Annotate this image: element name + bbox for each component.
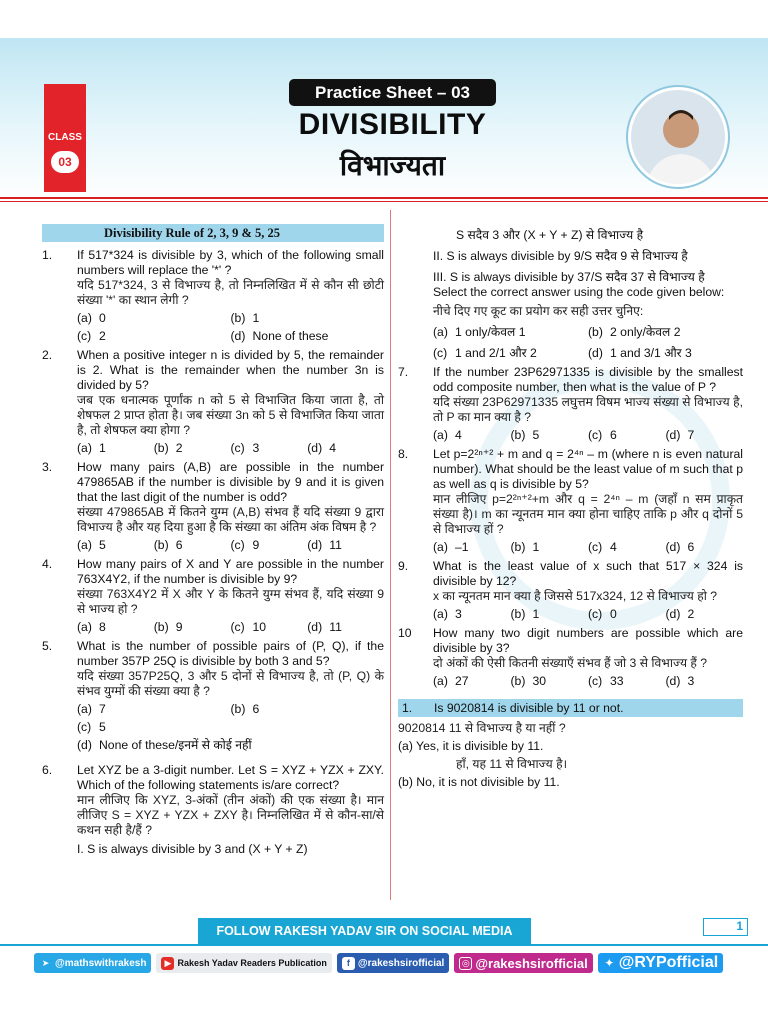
- question-10: 10 How many two digit numbers are possible which are divisible by 3? दो अंकों की ऐसी कितनी संख्याएँ संभव हैं जो 3 से विभाज्य हैं ? (a) 27 (b) 30 (c) 33 (d) 3: [398, 626, 743, 688]
- page-title-hindi: विभाज्यता: [339, 150, 446, 181]
- option: (a) 5: [77, 538, 106, 552]
- option: (c) 5: [77, 720, 106, 734]
- option: (a) 7: [77, 702, 106, 716]
- facebook-link[interactable]: f @rakeshsirofficial: [337, 953, 449, 973]
- option: (d) None of these: [230, 329, 329, 343]
- class-number: 03: [51, 151, 79, 173]
- instagram-link[interactable]: ◎ @rakeshsirofficial: [454, 953, 592, 973]
- youtube-icon: ▶: [161, 957, 174, 970]
- code-instruction: Select the correct answer using the code given below:: [433, 285, 725, 299]
- footer-divider: [0, 944, 768, 946]
- telegram-icon: ➤: [41, 957, 50, 968]
- option: (c) 1 and 2/1 और 2: [433, 346, 537, 360]
- statement-1-hindi: S सदैव 3 और (X + Y + Z) से विभाज्य है: [456, 228, 644, 242]
- option: (a) 1 only/केवल 1: [433, 325, 526, 339]
- option: (b) 6: [153, 538, 183, 552]
- twitter-icon: ✦: [604, 956, 615, 970]
- statement-2: II. S is always divisible by 9/S सदैव 9 से विभाज्य है: [433, 249, 688, 263]
- option: (a) 1: [77, 441, 106, 455]
- option: (b) 2 only/केवल 2: [588, 325, 681, 339]
- question-7: 7. If the number 23P62971335 is divisible by the smallest odd composite number, then what is the value of P ? यदि संख्या 23P62971335 लघुत्तम विषम भाज्य संख्या से विभाज्य है, तो P का मान क्या है ? (a) 4 (b) 5 (c) 6 (d) 7: [398, 365, 743, 442]
- option: (c) 9: [230, 538, 260, 552]
- option: (a) –1: [433, 540, 469, 554]
- option: (c) 0: [588, 607, 617, 621]
- option: (d) 6: [665, 540, 695, 554]
- column-divider: [390, 210, 391, 900]
- option: (b) 1: [510, 607, 540, 621]
- statement-1: I. S is always divisible by 3 and (X + Y + Z): [77, 842, 308, 856]
- option: (c) 4: [588, 540, 617, 554]
- option: (d) 2: [665, 607, 695, 621]
- option: (c) 10: [230, 620, 267, 634]
- facebook-icon: f: [342, 957, 355, 970]
- right-column: [398, 228, 743, 790]
- class-tab: [44, 84, 86, 192]
- instagram-icon: ◎: [459, 957, 472, 970]
- bottom-margin: [0, 978, 768, 1024]
- option: (b) 9: [153, 620, 183, 634]
- question-9: 9. What is the least value of x such that 517 × 324 is divisible by 12? x का न्यूनतम मान क्या है जिससे 517x324, 12 से विभाज्य हो ? (a) 3 (b) 1 (c) 0 (d) 2: [398, 559, 743, 621]
- option: (a) 4: [433, 428, 462, 442]
- option: (d) 4: [307, 441, 337, 455]
- telegram-link[interactable]: ➤ @mathswithrakesh: [34, 953, 151, 973]
- option: (d) 11: [307, 620, 342, 634]
- option: (d) 3: [665, 674, 695, 688]
- option: (a) 8: [77, 620, 106, 634]
- question-3: 3. How many pairs (A,B) are possible in the number 479865AB if the number is divisible by 9 and it is given that the last digit of the number is odd? संख्या 479865AB में कितने युग्म (A,B) संभव हैं यदि संख्या 9 द्वारा विभाज्य है और यह दिया हुआ है कि संख्या का अंतिम अंक विषम है ? (a) 5 (b) 6 (c) 9 (d) 11: [42, 460, 384, 552]
- option: (c) 3: [230, 441, 260, 455]
- top-band: [0, 0, 768, 38]
- question-6: 6. Let XYZ be a 3-digit number. Let S = XYZ + YZX + ZXY. Which of the following statements is/are correct? मान लीजिए कि XYZ, 3-अंकों (तीन अंकों) की एक संख्या है। मान लीजिए S = XYZ + YZX + ZXY है। निम्नलिखित में से कौन-सा/से कथन सही है/हैं ? I. S is always divisible by 3 and (X + Y + Z): [42, 763, 384, 856]
- option: (b) 2: [153, 441, 183, 455]
- question-bar: 1. Is 9020814 is divisible by 11 or not.: [398, 699, 743, 717]
- youtube-link[interactable]: ▶ Rakesh Yadav Readers Publication: [156, 953, 331, 973]
- left-column: [42, 212, 384, 857]
- follow-banner: FOLLOW RAKESH YADAV SIR ON SOCIAL MEDIA: [198, 918, 531, 944]
- header-divider: [0, 197, 768, 199]
- question-2: 2. When a positive integer n is divided by 5, the remainder is 2. What is the remainder when the number 3n is divided by 5? जब एक धनात्मक पूर्णांक n को 5 से विभाजित किया जाता है, तो शेषफल 2 प्राप्त होता है। जब संख्या 3n को 5 से विभाजित किया जाता है, तो शेषफल क्या होगा ? (a) 1 (b) 2 (c) 3 (d) 4: [42, 348, 384, 455]
- class-label: CLASS: [48, 132, 82, 143]
- question-8: 8. Let p=2²ⁿ⁺² + m and q = 2⁴ⁿ – m (where n is even natural number). What should be the least value of m such that p as well as q is divisible by 5? मान लीजिए p=2²ⁿ⁺²+m और q = 2⁴ⁿ – m (जहाँ n सम प्राकृत संख्या है)। m का न्यूनतम मान क्या होना चाहिए ताकि p और q दोनों 5 से विभाज्य हों ? (a) –1 (b) 1 (c) 4 (d) 6: [398, 447, 743, 554]
- option: (b) 6: [230, 702, 260, 716]
- option: (b) 30: [510, 674, 547, 688]
- page-number: 1: [703, 918, 748, 936]
- author-photo: [628, 87, 728, 187]
- question-1: 1. If 517*324 is divisible by 3, which of the following small numbers will replace the '*' ? यदि 517*324, 3 से विभाज्य है, तो निम्नलिखित में से कौन सी छोटी संख्या '*' का स्थान लेगी ? (a) 0 (b) 1 (c) 2 (d) None of these: [42, 248, 384, 343]
- option: (d) 11: [307, 538, 342, 552]
- option: (a) 0: [77, 311, 106, 325]
- option: (d) 7: [665, 428, 695, 442]
- code-instruction-hindi: नीचे दिए गए कूट का प्रयोग कर सही उत्तर चुनिए:: [433, 304, 644, 318]
- social-links: [34, 952, 752, 974]
- option: (d) 1 and 3/1 और 3: [588, 346, 692, 360]
- question-5: 5. What is the number of possible pairs of (P, Q), if the number 357P 25Q is divisible by both 3 and 5? यदि संख्या 357P25Q, 3 और 5 दोनों से विभाज्य है, तो (P, Q) के संभव युग्मों की संख्या क्या है ? (a) 7 (b) 6 (c) 5 (d) None of these/इनमें से कोई नहीं: [42, 639, 384, 752]
- option: (b) 1: [230, 311, 260, 325]
- option: (d) None of these/इनमें से कोई नहीं: [77, 738, 252, 752]
- header-divider-thin: [0, 201, 768, 202]
- twitter-link[interactable]: ✦ @RYPofficial: [598, 953, 723, 973]
- option: (a) 3: [433, 607, 462, 621]
- option: (a) 27: [433, 674, 469, 688]
- practice-sheet-label: Practice Sheet – 03: [289, 79, 496, 106]
- option: (c) 2: [77, 329, 106, 343]
- bar-option-b: (b) No, it is not divisible by 11.: [398, 775, 560, 789]
- section-title: Divisibility Rule of 2, 3, 9 & 5, 25: [42, 224, 384, 242]
- option: (c) 6: [588, 428, 617, 442]
- option: (b) 1: [510, 540, 540, 554]
- question-4: 4. How many pairs of X and Y are possible in the number 763X4Y2, if the number is divisible by 9? संख्या 763X4Y2 में X और Y के कितने युग्म संभव हैं, यदि संख्या 9 से भाज्य हो ? (a) 8 (b) 9 (c) 10 (d) 11: [42, 557, 384, 634]
- option: (c) 33: [588, 674, 624, 688]
- bar-option-a-hindi: हाँ, यह 11 से विभाज्य है।: [456, 757, 568, 771]
- bar-option-a: (a) Yes, it is divisible by 11.: [398, 739, 544, 753]
- page-title: DIVISIBILITY: [298, 108, 487, 141]
- bar-question-hindi: 9020814 11 से विभाज्य है या नहीं ?: [398, 721, 566, 735]
- statement-3: III. S is always divisible by 37/S सदैव 37 से विभाज्य है: [433, 270, 705, 284]
- option: (b) 5: [510, 428, 540, 442]
